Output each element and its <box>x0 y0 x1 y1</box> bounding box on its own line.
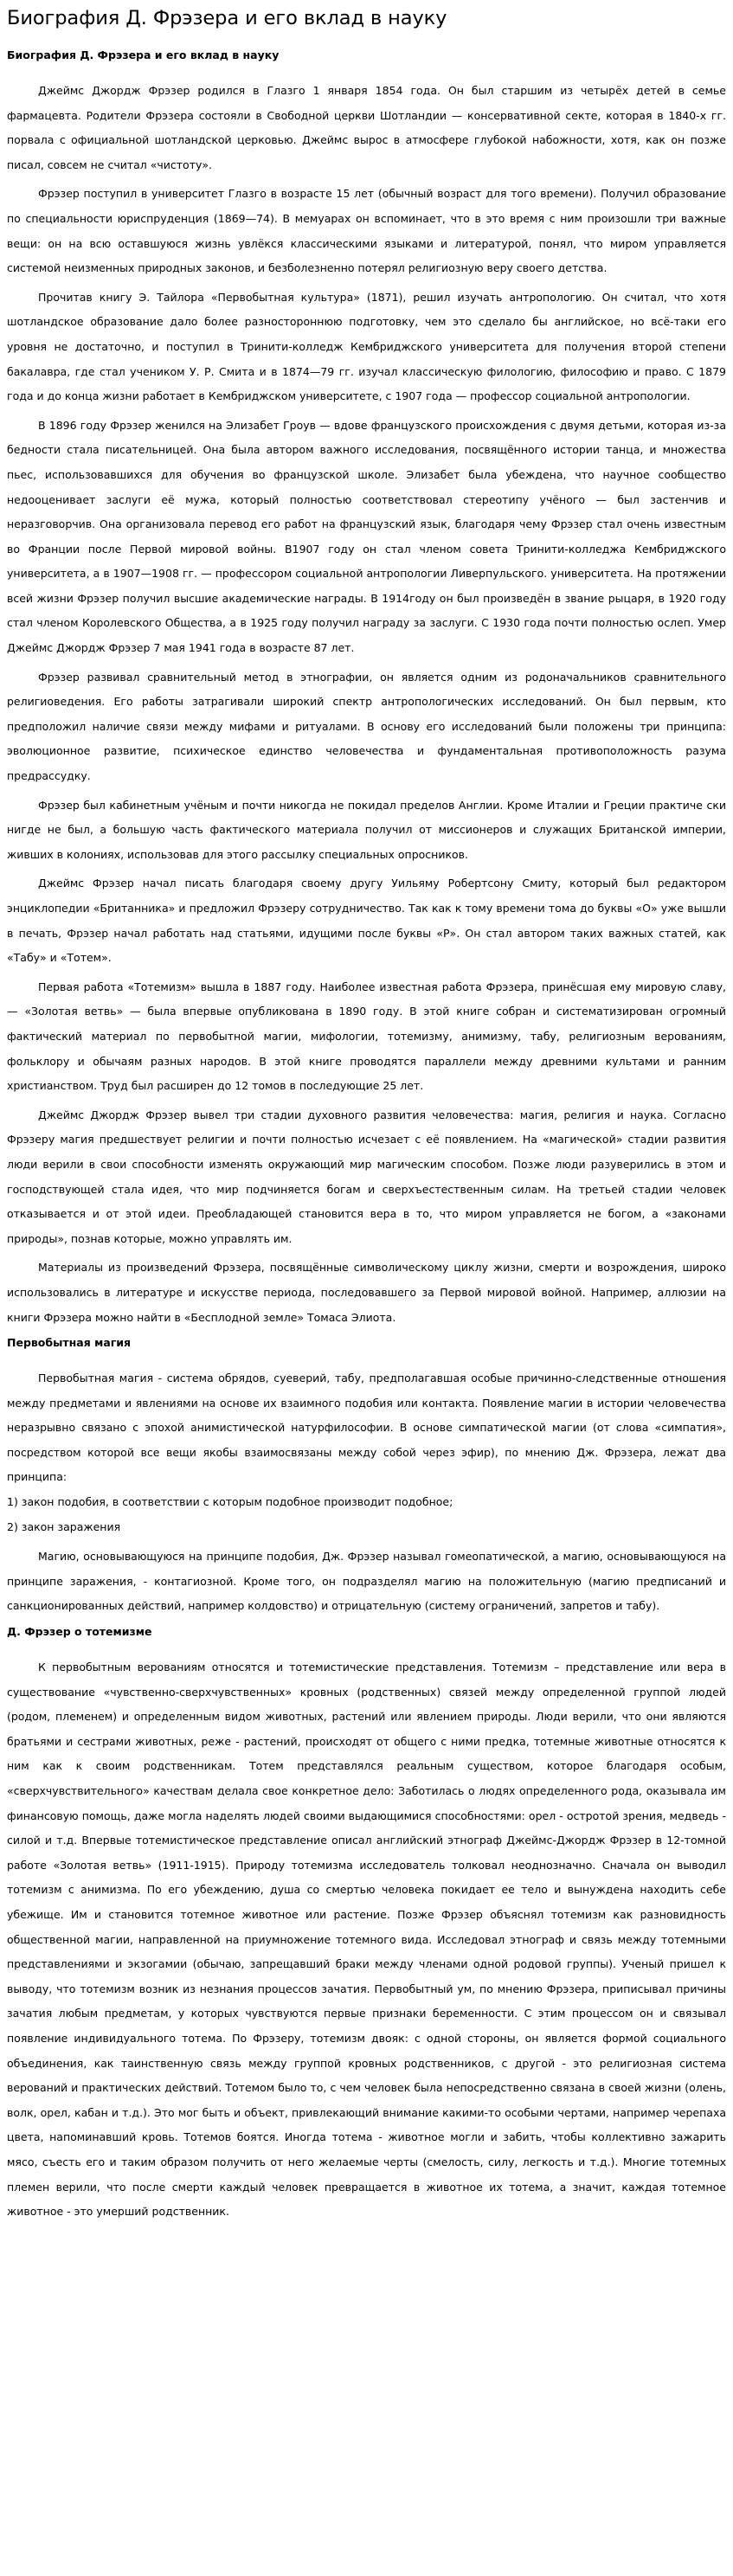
section-totemism <box>7 1626 726 2225</box>
section-primitive-magic <box>7 1337 726 1619</box>
paragraph: Первобытная магия - система обрядов, суеверий, табу, предполагавшая особые причинно-следственные отношения между предметами и явлениями на основе их взаимного подобия или контакта. Появление магии в истории человечества неразрывно связано с эпохой анимистической натурфилософии. В основе симпатической магии (от слова «симпатия», посредством которой все вещи якобы взаимосвязаны между собой через эфир), по мнению Дж. Фрэзера, лежат два принципа: <box>7 1372 726 1484</box>
page-title: Биография Д. Фрэзера и его вклад в науку <box>7 7 447 29</box>
paragraph: Первая работа «Тотемизм» вышла в 1887 году. Наиболее известная работа Фрэзера, принёсшая ему мировую славу, — «Золотая ветвь» — была впервые опубликована в 1890 году. В этой книге собран и систематизирован огромный фактический материал по первобытной магии, мифологии, тотемизму, анимизму, табу, религиозным верованиям, фольклору и обычаям разных народов. В этой книге проводятся параллели между древними культами и ранним христианством. Труд был расширен до 12 томов в последующие 25 лет. <box>7 980 726 1093</box>
list-item: 1) закон подобия, в соответствии с которым подобное производит подобное; <box>7 1495 453 1509</box>
section-biography <box>7 49 726 1330</box>
paragraph: Магию, основывающуюся на принципе подобия, Дж. Фрэзер называл гомеопатической, а магию, основывающуюся на принципе заражения, - контагиозной. Кроме того, он подразделял магию на положительную (магию предписаний и санкционированных действий, например колдовство) и отрицательную (систему ограничений, запретов и табу). <box>7 1550 726 1613</box>
section-heading: Д. Фрэзер о тотемизме <box>7 1625 152 1639</box>
paragraph: Фрэзер был кабинетным учёным и почти никогда не покидал пределов Англии. Кроме Италии и Греции практиче ски нигде не был, а большую часть фактического материала получил от миссионеров и служащих Британской империи, живших в колониях, использовав для этого рассылку специальных опросников. <box>7 798 726 861</box>
paragraph: Джеймс Джордж Фрэзер вывел три стадии духовного развития человечества: магия, религия и наука. Согласно Фрэзеру магия предшествует религии и почти полностью исчезает с её появлением. На «магической» стадии развития люди верили в свои способности изменять окружающий мир магическим способом. Позже люди разуверились в этом и господствующей стала идея, что мир подчиняется богам и сверхъестественным силам. На третьей стадии человек отказывается и от этой идеи. Преобладающей становится вера в то, что миром управляется не богом, а «законами природы», познав которые, можно управлять им. <box>7 1108 726 1245</box>
paragraph: Джеймс Джордж Фрэзер родился в Глазго 1 января 1854 года. Он был старшим из четырёх детей в семье фармацевта. Родители Фрэзера состояли в Свободной церкви Шотландии — консервативной секте, которая в 1840-х гг. порвала с официальной шотландской церковью. Джеймс вырос в атмосфере глубокой набожности, хотя, как он позже писал, совсем не считал «чистоту». <box>7 84 726 171</box>
section-heading: Первобытная магия <box>7 1336 132 1350</box>
paragraph: Фрэзер поступил в университет Глазго в возрасте 15 лет (обычный возраст для того времени). Получил образование по специальности юриспруденция (1869—74). В мемуарах он вспоминает, что в это время с ним произошли три важные вещи: он на всю оставшуюся жизнь увлёкся классическими языками и литературой, понял, что миром управляется системой неизменных природных законов, и безболезненно потерял религиозную веру своего детства. <box>7 187 726 275</box>
paragraph: Материалы из произведений Фрэзера, посвящённые символическому циклу жизни, смерти и возрождения, широко использовались в литературе и искусстве периода, последовавшего за Первой мировой войной. Например, аллюзии на книги Фрэзера можно найти в «Бесплодной земле» Томаса Элиота. <box>7 1261 726 1324</box>
paragraph: К первобытным верованиям относятся и тотемистические представления. Тотемизм – представление или вера в существование «чувственно-сверхчувственных» кровных (родственных) связей между определенной группой людей (родом, племенем) и определенным видом животных, растений или явлением природы. Люди верили, что они являются братьями и сестрами животных, реже - растений, происходят от общего с ними предка, тотемные животные относятся к ним как к своим родственникам. Тотем представлялся реальным существом, которое благодаря особым, «сверхчувствительного» качествам делала свое конкретное дело: Заботилась о людях определенного рода, оказывала им финансовую помощь, даже могла наделять людей своими выдающимися способностями: орел - остротой зрения, медведь - силой и т.д. Впервые тотемистическое представление описал английский этнограф Джеймс-Джордж Фрэзер в 12-томной работе «Золотая ветвь» (1911-1915). Природу тотемизма исследователь толковал неоднозначно. Сначала он выводил тотемизм с анимизма. По его убеждению, душа со смертью человека покидает ее тело и вынуждена находить себе убежище. Им и становится тотемное животное или растение. Позже Фрэзер объяснял тотемизм как разновидность общественной магии, направленной на приумножение тотемного вида. Исследовал этнограф и связь между тотемными представлениями и экзогамии (обычаю, запрещавший браки между членами одной родовой группы). Ученый пришел к выводу, что тотемизм возник из незнания процессов зачатия. Первобытный ум, по мнению Фрэзера, приписывал причины зачатия любым предметам, у которых чувствуются первые признаки беременности. С этим процессом он и связывал появление индивидуального тотема. По Фрэзеру, тотемизм двояк: с одной стороны, он является формой социального объединения, как таинственную связь между группой кровных родственников, с другой - это религиозная система верований и практических действий. Тотемом было то, с чем человек была непосредственно связана в своей жизни (олень, волк, орел, кабан и т.д.). Это мог быть и объект, привлекающий внимание какими-то особыми чертами, например черепаха цвета, напоминавший кровь. Тотемов боятся. Иногда тотема - животное могли и забить, чтобы коллективно зажарить мясо, съесть его и таким образом получить от него желаемые черты (смелость, силу, легкость и т.д.). Многие тотемных племен верили, что после смерти каждый человек превращается в животное их тотема, а значит, каждая тотемное животное - это умерший родственник. <box>7 1661 726 2219</box>
paragraph: Фрэзер развивал сравнительный метод в этнографии, он является одним из родоначальников сравнительного религиоведения. Его работы затрагивали широкий спектр антропологических исследований. Он был первым, кто предположил наличие связи между мифами и ритуалами. В основу его исследований были положены три принципа: эволюционное развитие, психическое единство человечества и фундаментальная противоположность разума предрассудку. <box>7 670 726 783</box>
section-heading: Биография Д. Фрэзера и его вклад в науку <box>7 48 280 61</box>
list-item: 2) закон заражения <box>7 1519 121 1533</box>
paragraph: Прочитав книгу Э. Тайлора «Первобытная культура» (1871), решил изучать антропологию. Он считал, что хотя шотландское образование дало более разностороннюю подготовку, чем это сделало бы английское, но всё-таки его уровня не достаточно, и поступил в Тринити-колледж Кембриджского университета для получения второй степени бакалавра, где стал учеником У. Р. Смита и в 1874—79 гг. изучал классическую филологию, философию и право. С 1879 года и до конца жизни работает в Кембриджском университете, с 1907 года — профессор социальной антропологии. <box>7 290 726 403</box>
paragraph: В 1896 году Фрэзер женился на Элизабет Гроув — вдове французского происхождения с двумя детьми, которая из-за бедности стала писательницей. Она была автором важного исследования, посвящённого истории танца, и множества пьес, использовавшихся для обучения во французской школе. Элизабет была убеждена, что научное сообщество недооценивает заслуги её мужа, который полностью соответствовал стереотипу учёного — был застенчив и неразговорчив. Она организовала перевод его работ на французский язык, благодаря чему Фрэзер стал очень известным во Франции после Первой мировой войны. В1907 году он стал членом совета Тринити-колледжа Кембриджского университета, а в 1907—1908 гг. — профессором социальной антропологии Ливерпульского. университета. На протяжении всей жизни Фрэзер получил высшие академические награды. В 1914году он был произведён в звание рыцаря, в 1920 году стал членом Королевского Общества, а в 1925 году получил награду за заслуги. С 1930 года почти полностью ослеп. Умер Джеймс Джордж Фрэзер 7 мая 1941 года в возрасте 87 лет. <box>7 418 726 655</box>
paragraph: Джеймс Фрэзер начал писать благодаря своему другу Уильяму Робертсону Смиту, который был редактором энциклопедии «Британника» и предложил Фрэзеру сотрудничество. Так как к тому времени тома до буквы «О» уже вышли в печать, Фрэзер начал работать над статьями, идущими после буквы «Р». Он стал автором таких важных статей, как «Табу» и «Тотем». <box>7 877 726 965</box>
